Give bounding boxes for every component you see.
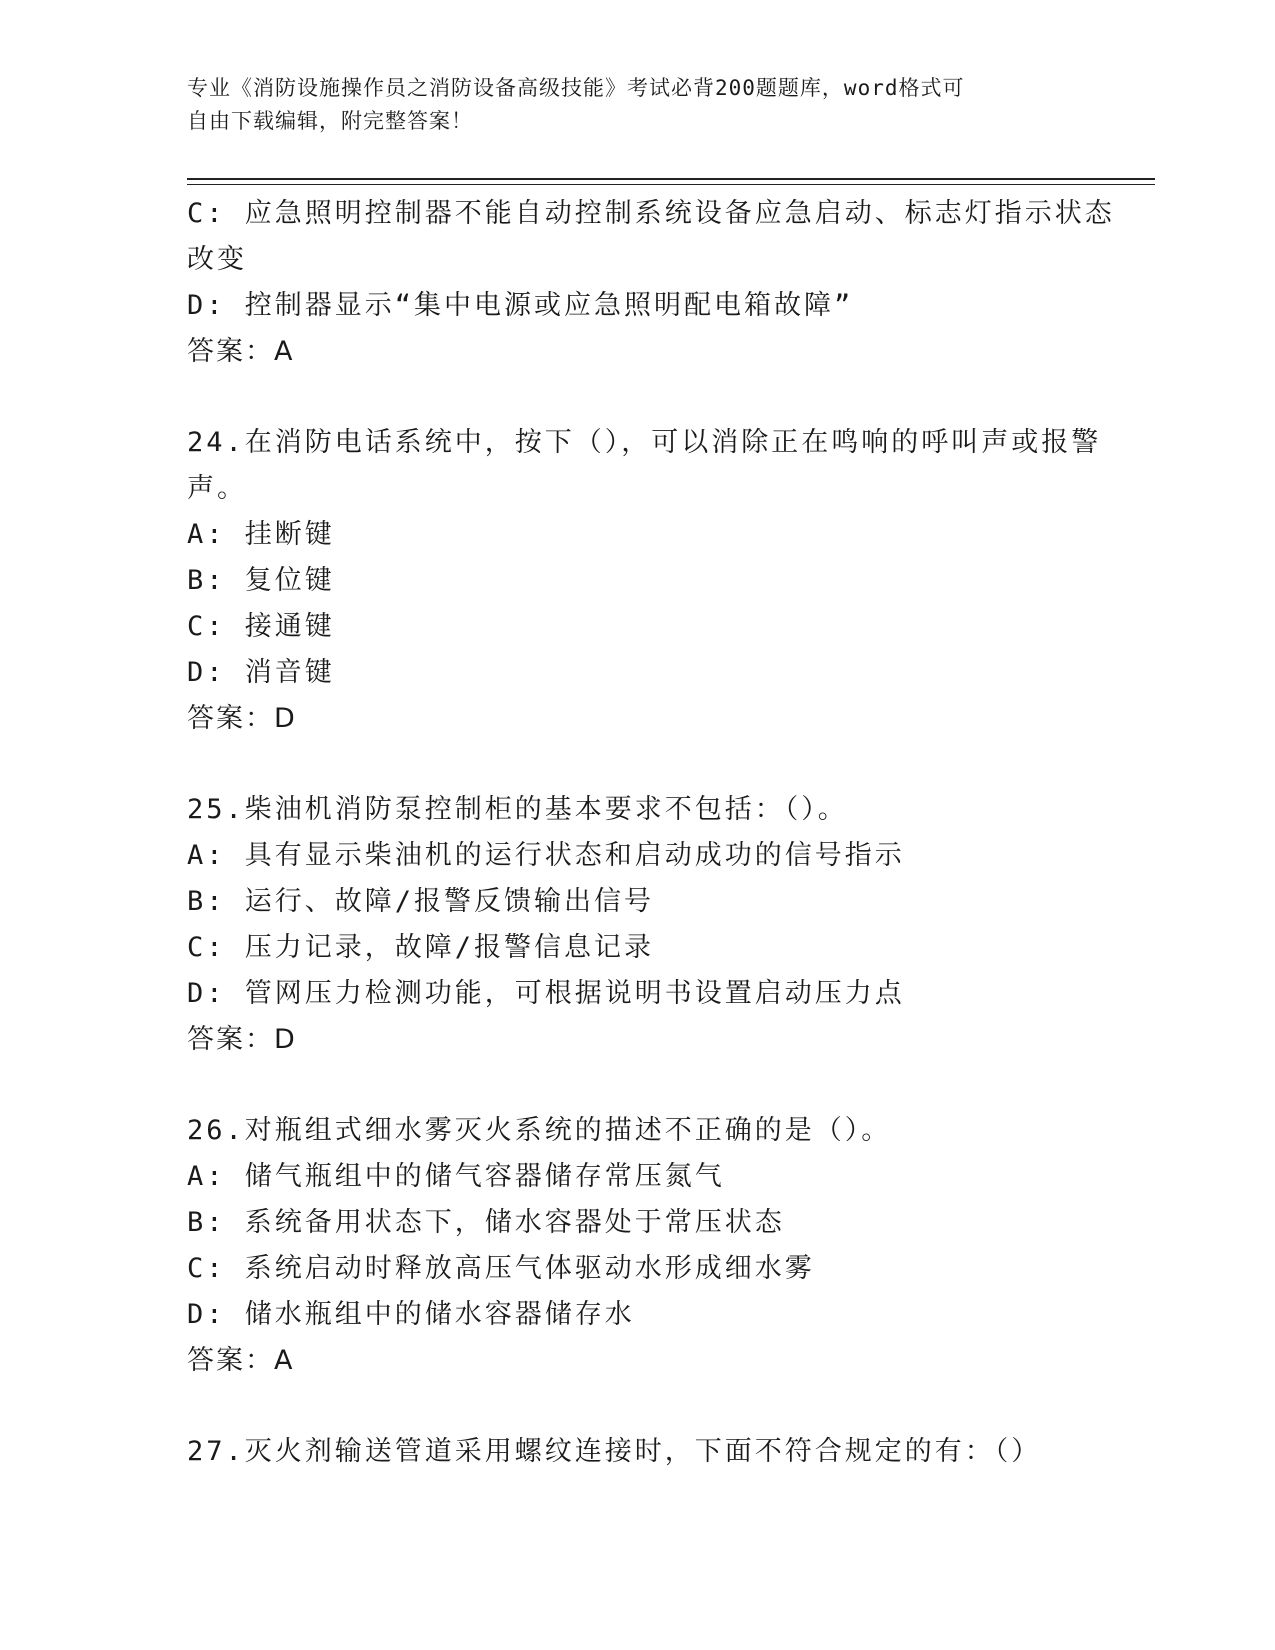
question-text: 27.灭火剂输送管道采用螺纹连接时，下面不符合规定的有：（） (187, 1436, 1042, 1467)
question-text: 24.在消防电话系统中，按下（），可以消除正在鸣响的呼叫声或报警 (187, 427, 1102, 458)
question-text: 26.对瓶组式细水雾灭火系统的描述不正确的是（）。 (187, 1115, 892, 1146)
option-a: A: 具有显示柴油机的运行状态和启动成功的信号指示 (187, 840, 905, 871)
document-header (187, 72, 1067, 138)
option-c: C: 接通键 (187, 611, 335, 642)
option-a: A: 挂断键 (187, 519, 335, 550)
option-b: B: 复位键 (187, 565, 335, 596)
answer-line: 答案：D (187, 703, 297, 734)
option-c: C: 应急照明控制器不能自动控制系统设备应急启动、标志灯指示状态 (187, 198, 1115, 229)
header-line-1: 专业《消防设施操作员之消防设备高级技能》考试必背200题题库，word格式可 (187, 76, 965, 100)
question-block-25 (187, 787, 1087, 1063)
header-line-2: 自由下载编辑，附完整答案！ (187, 109, 473, 133)
option-d: D: 控制器显示“集中电源或应急照明配电箱故障” (187, 290, 854, 321)
option-d: D: 消音键 (187, 657, 335, 688)
answer-line: 答案：A (187, 336, 295, 367)
option-b: B: 运行、故障/报警反馈输出信号 (187, 886, 655, 917)
option-d: D: 管网压力检测功能，可根据说明书设置启动压力点 (187, 978, 905, 1009)
question-text: 25.柴油机消防泵控制柜的基本要求不包括：（）。 (187, 794, 848, 825)
question-block-24 (187, 420, 1102, 742)
option-a: A: 储气瓶组中的储气容器储存常压氮气 (187, 1161, 725, 1192)
option-c: C: 压力记录，故障/报警信息记录 (187, 932, 655, 963)
header-rule-thick (187, 178, 1155, 180)
question-block-26 (187, 1108, 1087, 1384)
option-c: C: 系统启动时释放高压气体驱动水形成细水雾 (187, 1253, 815, 1284)
question-block-23 (187, 191, 1115, 375)
question-text-continued: 声。 (187, 473, 247, 504)
answer-line: 答案：A (187, 1345, 295, 1376)
header-rule-thin (187, 184, 1155, 185)
answer-line: 答案：D (187, 1024, 297, 1055)
question-list (187, 191, 1115, 1475)
option-b: B: 系统备用状态下，储水容器处于常压状态 (187, 1207, 785, 1238)
option-d: D: 储水瓶组中的储水容器储存水 (187, 1299, 635, 1330)
option-c-continued: 改变 (187, 244, 247, 275)
question-block-27 (187, 1429, 1087, 1475)
